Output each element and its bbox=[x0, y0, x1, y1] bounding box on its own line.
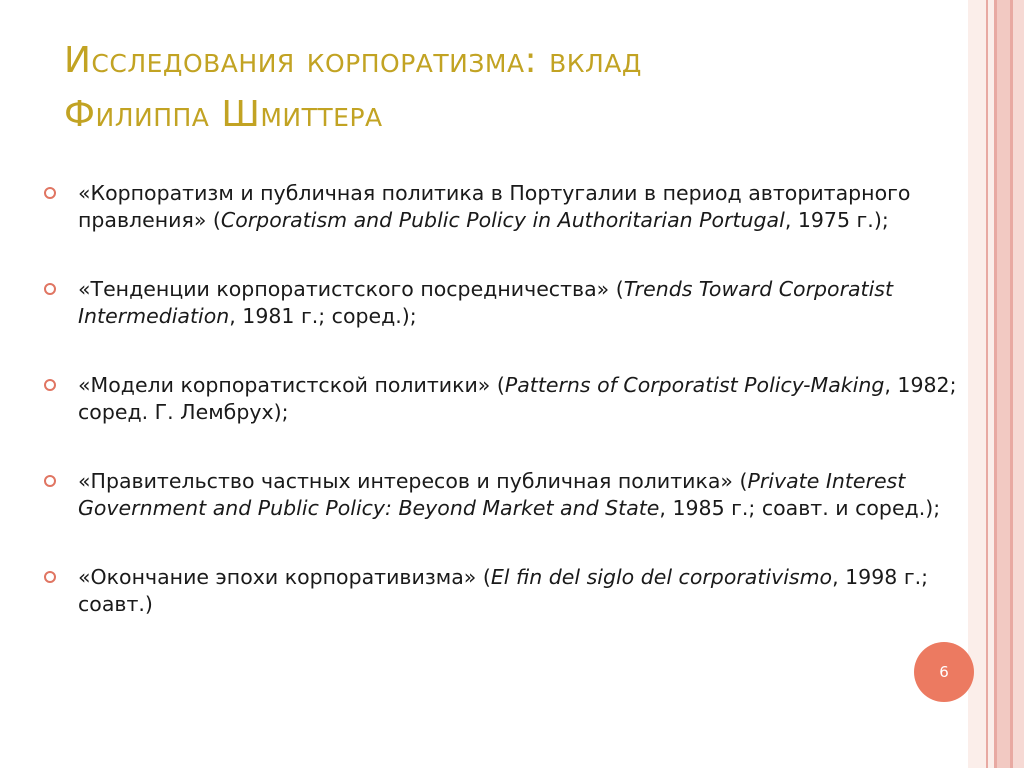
item-title-en: El fin del siglo del corporativismo bbox=[490, 565, 833, 589]
list-item bbox=[44, 372, 984, 426]
decor-stripe bbox=[997, 0, 1010, 768]
list-item bbox=[44, 564, 984, 618]
item-title-en: Patterns of Corporatist Policy-Making bbox=[504, 373, 885, 397]
list-item bbox=[44, 468, 984, 522]
bullet-icon bbox=[44, 571, 56, 583]
page-number: 6 bbox=[939, 663, 949, 681]
bullet-icon bbox=[44, 379, 56, 391]
list-item bbox=[44, 180, 984, 234]
decor-stripe bbox=[1013, 0, 1024, 768]
publication-list bbox=[44, 180, 984, 618]
item-text: «Корпоратизм и публичная политика в Португалии в период авторитарного правления» ( bbox=[78, 181, 911, 232]
item-meta: , 1975 г.); bbox=[784, 208, 889, 232]
item-title-en: Corporatism and Public Policy in Authoritarian Portugal bbox=[220, 208, 785, 232]
item-meta: , 1998 г.; соавт.) bbox=[78, 565, 929, 616]
item-text: «Окончание эпохи корпоративизма» ( bbox=[78, 565, 491, 589]
bullet-icon bbox=[44, 475, 56, 487]
list-item bbox=[44, 276, 984, 330]
item-title-en: Private Interest Government and Public Policy: Beyond Market and State bbox=[78, 469, 906, 520]
page-number-badge bbox=[914, 642, 974, 702]
item-meta: , 1981 г.; соред.); bbox=[229, 304, 417, 328]
slide-title bbox=[64, 34, 944, 142]
item-title-en: Trends Toward Corporatist Intermediation bbox=[78, 277, 894, 328]
item-text: «Модели корпоратистской политики» ( bbox=[78, 373, 505, 397]
bullet-icon bbox=[44, 283, 56, 295]
item-meta: , 1985 г.; соавт. и соред.); bbox=[659, 496, 941, 520]
slide-title-line-2: Филиппа Шмиттера bbox=[64, 94, 383, 135]
item-text: «Тенденции корпоратистского посредничества» ( bbox=[78, 277, 624, 301]
bullet-icon bbox=[44, 187, 56, 199]
slide-title-line-1: Исследования корпоратизма: вклад bbox=[64, 40, 642, 81]
item-meta: , 1982; соред. Г. Лембрух); bbox=[78, 373, 957, 424]
item-text: «Правительство частных интересов и публичная политика» ( bbox=[78, 469, 748, 493]
